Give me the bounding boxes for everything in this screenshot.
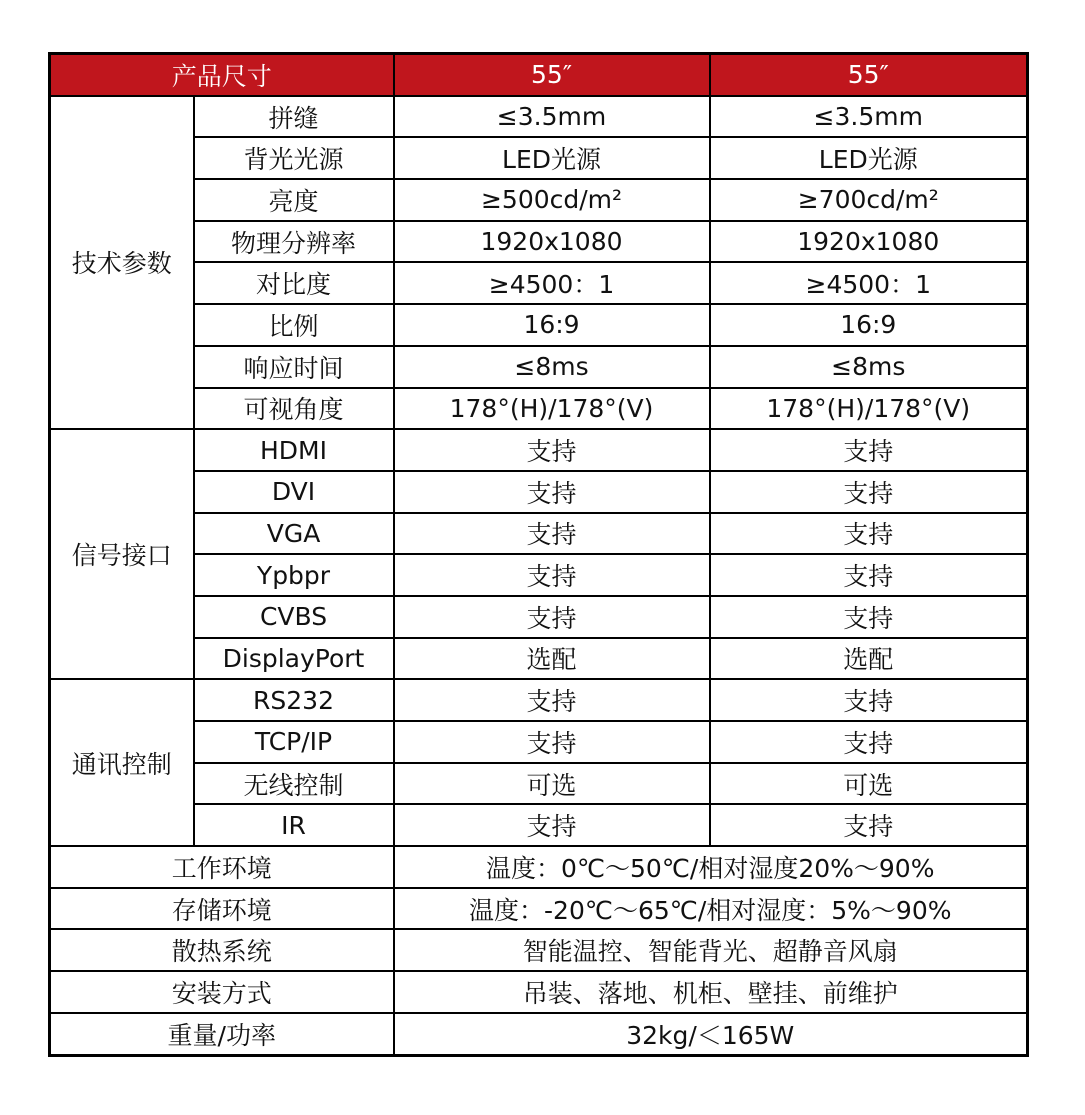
table-row <box>50 137 1028 179</box>
row-value-b: 可选 <box>710 763 1028 805</box>
row-value-b: ≥700cd/m² <box>710 179 1028 221</box>
row-label: 物理分辨率 <box>194 221 394 263</box>
row-value-a: 选配 <box>394 638 710 680</box>
table-row <box>50 763 1028 805</box>
general-value: 温度：-20℃～65℃/相对湿度：5%～90% <box>394 888 1028 930</box>
table-row <box>50 388 1028 430</box>
table-row <box>50 804 1028 846</box>
row-label: RS232 <box>194 679 394 721</box>
table-row <box>50 846 1028 888</box>
row-value-a: 支持 <box>394 513 710 555</box>
table-row <box>50 179 1028 221</box>
general-value: 智能温控、智能背光、超静音风扇 <box>394 929 1028 971</box>
table-row <box>50 1013 1028 1055</box>
row-value-a: LED光源 <box>394 137 710 179</box>
table-row <box>50 346 1028 388</box>
row-value-b: ≤8ms <box>710 346 1028 388</box>
table-row <box>50 554 1028 596</box>
table-row <box>50 471 1028 513</box>
row-value-a: 178°(H)/178°(V) <box>394 388 710 430</box>
row-label: 比例 <box>194 304 394 346</box>
category-signal: 信号接口 <box>50 429 194 679</box>
general-value: 吊装、落地、机柜、壁挂、前维护 <box>394 971 1028 1013</box>
table-row <box>50 638 1028 680</box>
general-label: 安装方式 <box>50 971 394 1013</box>
header-model-b: 55″ <box>710 54 1028 96</box>
row-label: DisplayPort <box>194 638 394 680</box>
row-value-a: 支持 <box>394 721 710 763</box>
row-label: Ypbpr <box>194 554 394 596</box>
header-model-a: 55″ <box>394 54 710 96</box>
row-value-a: 16:9 <box>394 304 710 346</box>
row-value-a: ≤8ms <box>394 346 710 388</box>
row-value-b: 支持 <box>710 471 1028 513</box>
row-label: 拼缝 <box>194 96 394 138</box>
row-label: TCP/IP <box>194 721 394 763</box>
table-row <box>50 513 1028 555</box>
row-label: 响应时间 <box>194 346 394 388</box>
table-row <box>50 221 1028 263</box>
general-value: 温度：0℃～50℃/相对湿度20%～90% <box>394 846 1028 888</box>
row-label: CVBS <box>194 596 394 638</box>
general-value: 32kg/＜165W <box>394 1013 1028 1055</box>
row-value-b: 支持 <box>710 429 1028 471</box>
row-value-a: 支持 <box>394 471 710 513</box>
row-value-a: 支持 <box>394 429 710 471</box>
row-value-b: ≤3.5mm <box>710 96 1028 138</box>
general-label: 散热系统 <box>50 929 394 971</box>
spec-table <box>48 52 1029 1057</box>
row-value-b: 178°(H)/178°(V) <box>710 388 1028 430</box>
row-label: 可视角度 <box>194 388 394 430</box>
row-value-b: 支持 <box>710 721 1028 763</box>
row-value-b: 16:9 <box>710 304 1028 346</box>
row-value-a: ≥500cd/m² <box>394 179 710 221</box>
table-row <box>50 429 1028 471</box>
category-comm: 通讯控制 <box>50 679 194 846</box>
table-row <box>50 929 1028 971</box>
row-value-b: 支持 <box>710 804 1028 846</box>
row-value-a: 支持 <box>394 596 710 638</box>
row-label: 无线控制 <box>194 763 394 805</box>
general-label: 重量/功率 <box>50 1013 394 1055</box>
row-value-b: LED光源 <box>710 137 1028 179</box>
table-row <box>50 596 1028 638</box>
row-value-a: 支持 <box>394 554 710 596</box>
row-label: HDMI <box>194 429 394 471</box>
row-label: DVI <box>194 471 394 513</box>
row-value-a: 支持 <box>394 679 710 721</box>
category-tech: 技术参数 <box>50 96 194 430</box>
row-value-a: ≤3.5mm <box>394 96 710 138</box>
general-label: 存储环境 <box>50 888 394 930</box>
row-value-b: 选配 <box>710 638 1028 680</box>
table-row <box>50 679 1028 721</box>
row-label: 背光光源 <box>194 137 394 179</box>
table-row <box>50 262 1028 304</box>
table-row <box>50 971 1028 1013</box>
header-title: 产品尺寸 <box>50 54 394 96</box>
row-value-b: 1920x1080 <box>710 221 1028 263</box>
table-row <box>50 721 1028 763</box>
row-value-a: ≥4500：1 <box>394 262 710 304</box>
table-row <box>50 304 1028 346</box>
general-label: 工作环境 <box>50 846 394 888</box>
row-value-b: 支持 <box>710 679 1028 721</box>
table-row <box>50 888 1028 930</box>
row-label: IR <box>194 804 394 846</box>
row-label: VGA <box>194 513 394 555</box>
table-row <box>50 96 1028 138</box>
row-value-b: 支持 <box>710 554 1028 596</box>
row-value-a: 可选 <box>394 763 710 805</box>
row-value-b: 支持 <box>710 513 1028 555</box>
row-value-b: 支持 <box>710 596 1028 638</box>
row-value-a: 支持 <box>394 804 710 846</box>
row-label: 亮度 <box>194 179 394 221</box>
row-value-a: 1920x1080 <box>394 221 710 263</box>
row-label: 对比度 <box>194 262 394 304</box>
header-row <box>50 54 1028 96</box>
row-value-b: ≥4500：1 <box>710 262 1028 304</box>
